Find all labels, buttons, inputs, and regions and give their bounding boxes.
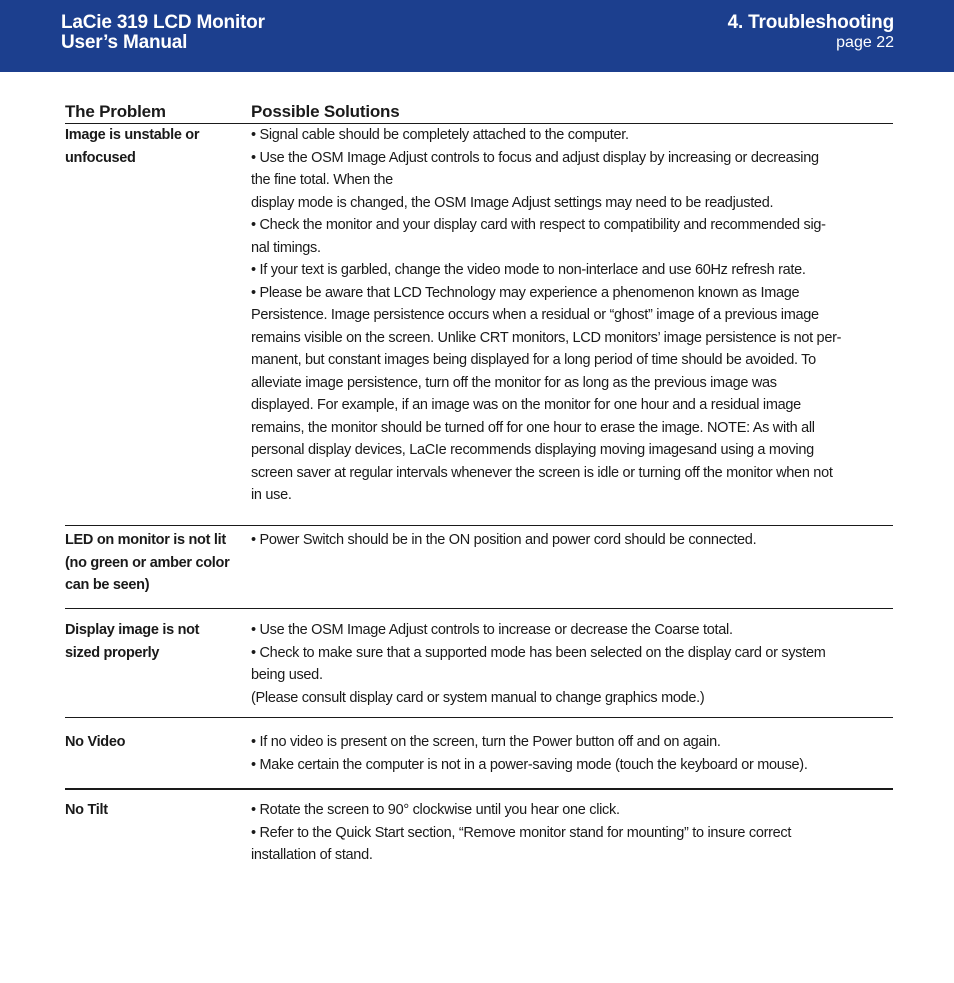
solution-line: Persistence. Image persistence occurs when a residual or “ghost” image of a previous image — [251, 307, 819, 323]
table-row — [65, 529, 893, 609]
solution-line: • Make certain the computer is not in a power-saving mode (touch the keyboard or mouse). — [251, 756, 808, 773]
problem-line: LED on monitor is not lit — [65, 532, 226, 548]
solution-line: • If no video is present on the screen, turn the Power button off and on again. — [251, 734, 721, 750]
solution-line: screen saver at regular intervals whenever the screen is idle or turning off the monitor when not — [251, 464, 833, 481]
solution-line: • Use the OSM Image Adjust controls to focus and adjust display by increasing or decreasing — [251, 149, 819, 166]
solutions-cell — [251, 799, 887, 867]
problem-line: No Video — [65, 734, 126, 750]
header-right — [728, 13, 894, 53]
solution-line: • Check the monitor and your display card with respect to compatibility and recommended sig- — [251, 217, 826, 233]
solution-line: displayed. For example, if an image was on the monitor for one hour and a residual image — [251, 397, 801, 413]
solution-line: • Use the OSM Image Adjust controls to increase or decrease the Coarse total. — [251, 622, 733, 638]
problem-cell — [65, 799, 245, 822]
solution-line: installation of stand. — [251, 847, 373, 863]
problem-line: can be seen) — [65, 577, 150, 593]
table-header — [65, 101, 893, 124]
solutions-cell — [251, 731, 887, 776]
solution-line: remains, the monitor should be turned off for one hour to erase the image. NOTE: As with all — [251, 419, 815, 436]
solution-line: • Refer to the Quick Start section, “Remove monitor stand for mounting” to insure correct — [251, 824, 792, 841]
column-header-solutions: Possible Solutions — [251, 102, 400, 121]
problem-line: unfocused — [65, 149, 136, 166]
solutions-cell — [251, 124, 887, 507]
solution-line: alleviate image persistence, turn off the monitor for as long as the previous image was — [251, 374, 777, 391]
solutions-cell — [251, 619, 887, 709]
problem-cell — [65, 619, 245, 664]
problem-line: No Tilt — [65, 802, 108, 818]
page-header — [0, 0, 954, 72]
solution-line: manent, but constant images being displayed for a long period of time should be avoided. To — [251, 352, 816, 368]
solution-line: nal timings. — [251, 239, 321, 256]
problem-line: Display image is not — [65, 622, 200, 638]
solution-line: • If your text is garbled, change the video mode to non-interlace and use 60Hz refresh rate. — [251, 262, 806, 278]
problem-line: sized properly — [65, 644, 160, 661]
problem-line: Image is unstable or — [65, 127, 200, 143]
solution-line: • Signal cable should be completely attached to the computer. — [251, 127, 629, 143]
solution-line: in use. — [251, 487, 292, 503]
page-number: page 22 — [836, 34, 894, 51]
problem-cell — [65, 124, 245, 169]
manual-title: User’s Manual — [61, 32, 188, 53]
table-row — [65, 124, 893, 526]
solution-line: • Please be aware that LCD Technology may experience a phenomenon known as Image — [251, 284, 800, 301]
solution-line: personal display devices, LaCIe recommends displaying moving imagesand using a moving — [251, 442, 814, 458]
solution-line: • Power Switch should be in the ON position and power cord should be connected. — [251, 532, 757, 548]
problem-line: (no green or amber color — [65, 554, 230, 571]
problem-cell — [65, 731, 245, 754]
section-title: 4. Troubleshooting — [727, 12, 894, 33]
table-row — [65, 799, 893, 871]
column-header-problem: The Problem — [65, 102, 166, 121]
solution-line: (Please consult display card or system manual to change graphics mode.) — [251, 689, 705, 706]
problem-cell — [65, 529, 245, 597]
product-title: LaCie 319 LCD Monitor — [61, 12, 265, 33]
solution-line: remains visible on the screen. Unlike CRT monitors, LCD monitors’ image persistence is not per- — [251, 329, 842, 346]
table-row — [65, 731, 893, 790]
solution-line: • Check to make sure that a supported mode has been selected on the display card or system — [251, 644, 826, 661]
solution-line: the fine total. When the — [251, 172, 393, 188]
solution-line: being used. — [251, 667, 323, 683]
table-row — [65, 619, 893, 718]
solution-line: • Rotate the screen to 90° clockwise until you hear one click. — [251, 802, 620, 818]
header-left — [61, 13, 265, 53]
solution-line: display mode is changed, the OSM Image Adjust settings may need to be readjusted. — [251, 194, 774, 211]
solutions-cell — [251, 529, 887, 552]
